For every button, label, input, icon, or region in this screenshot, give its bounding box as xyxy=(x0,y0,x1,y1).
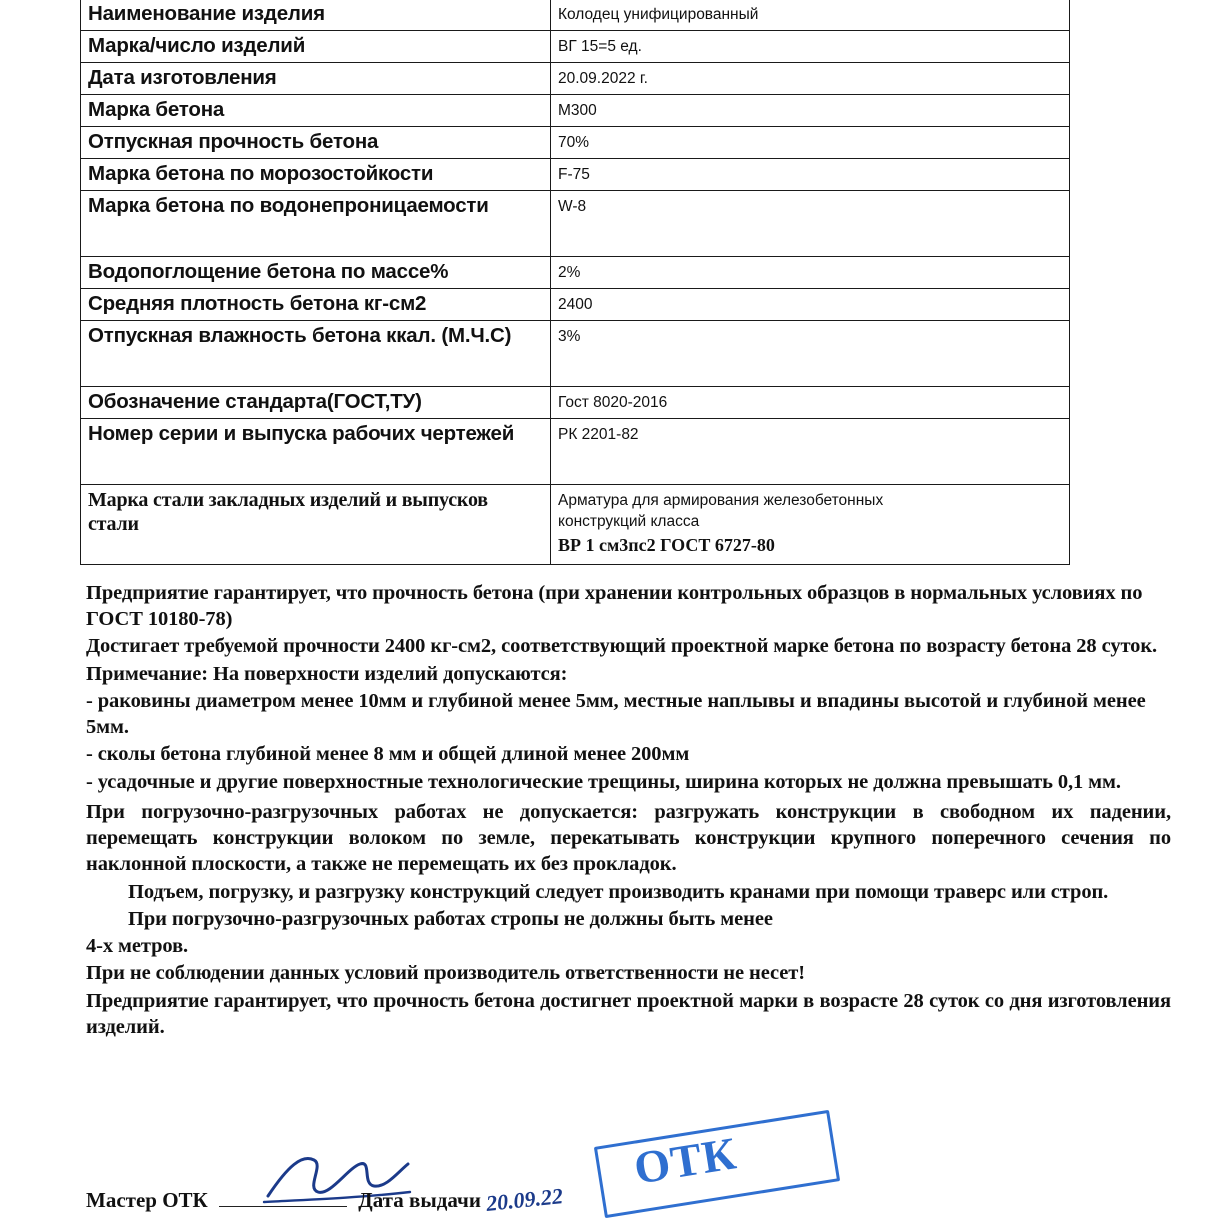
table-row xyxy=(81,320,1070,386)
specification-table xyxy=(80,0,1070,565)
row-value: 70% xyxy=(551,126,1070,158)
row-value: Гост 8020-2016 xyxy=(551,386,1070,418)
row-label: Марка стали закладных изделий и выпусков стали xyxy=(81,484,551,564)
paragraph-sling-length: При погрузочно-разгрузочных работах стропы не должны быть менее xyxy=(128,907,773,930)
issue-date-label: Дата выдачи xyxy=(358,1188,481,1212)
stamp-label: ОТК xyxy=(630,1127,741,1194)
paragraph-note-cracks: - усадочные и другие поверхностные технологические трещины, ширина которых не должна превышать 0,1 мм. xyxy=(86,770,1121,793)
table-row xyxy=(81,62,1070,94)
row-label: Водопоглощение бетона по массе% xyxy=(81,256,551,288)
otk-master-label: Мастер ОТК xyxy=(86,1188,208,1212)
row-label: Наименование изделия xyxy=(81,0,551,30)
signature-line xyxy=(219,1186,347,1207)
paragraph-noncompliance: При не соблюдении данных условий производитель ответственности не несет! xyxy=(86,962,805,985)
table-row xyxy=(81,256,1070,288)
row-label: Обозначение стандарта(ГОСТ,ТУ) xyxy=(81,386,551,418)
row-value: 2% xyxy=(551,256,1070,288)
row-value: ВГ 15=5 ед. xyxy=(551,30,1070,62)
row-value: 3% xyxy=(551,320,1070,386)
row-value: W-8 xyxy=(551,190,1070,256)
row-value: М300 xyxy=(551,94,1070,126)
table-body xyxy=(81,0,1070,564)
table-row xyxy=(81,94,1070,126)
paragraph-note-header: Примечание: На поверхности изделий допускаются: xyxy=(86,662,568,685)
steel-value-line-3: ВР 1 см3пс2 ГОСТ 6727-80 xyxy=(558,534,775,555)
row-value: 2400 xyxy=(551,288,1070,320)
row-value xyxy=(551,484,1070,564)
row-label: Дата изготовления xyxy=(81,62,551,94)
table-row xyxy=(81,158,1070,190)
table-row xyxy=(81,30,1070,62)
table-row xyxy=(81,126,1070,158)
table-row xyxy=(81,0,1070,30)
steel-value-line-1: Арматура для армирования железобетонных xyxy=(558,491,884,509)
row-label: Номер серии и выпуска рабочих чертежей xyxy=(81,418,551,484)
row-value: Колодец унифицированный xyxy=(551,0,1070,30)
paragraph-note-cavities: - раковины диаметром менее 10мм и глубиной менее 5мм, местные наплывы и впадины высотой и глубиной менее 5мм. xyxy=(86,689,1146,739)
paragraph-loading-rules: При погрузочно-разгрузочных работах не допускается: разгружать конструкции в свободном их падении, перемещать конструкции волоком по земле, перекатывать конструкции крупного поперечного сечения по наклонной плоскости, а также не перемещать их без прокладок. xyxy=(86,800,1171,876)
paragraph-note-chips: - сколы бетона глубиной менее 8 мм и общей длиной менее 200мм xyxy=(86,743,690,766)
row-value: F-75 xyxy=(551,158,1070,190)
row-label: Марка бетона по морозостойкости xyxy=(81,158,551,190)
paragraph-lifting-cranes: Подъем, погрузку, и разгрузку конструкций следует производить кранами при помощи траверс или строп. xyxy=(128,880,1109,903)
row-value: РК 2201-82 xyxy=(551,418,1070,484)
row-label: Средняя плотность бетона кг-см2 xyxy=(81,288,551,320)
row-label: Марка бетона по водонепроницаемости xyxy=(81,190,551,256)
paragraph-sling-meters: 4-х метров. xyxy=(86,935,189,958)
table-row-steel xyxy=(81,484,1070,564)
paragraph-guarantee-strength: Предприятие гарантирует, что прочность бетона (при хранении контрольных образцов в нормальных условиях по ГОСТ 10180-78) xyxy=(86,582,1143,631)
row-label: Марка/число изделий xyxy=(81,30,551,62)
table-row xyxy=(81,386,1070,418)
paragraph-required-strength: Достигает требуемой прочности 2400 кг-см2, соответствующий проектной марке бетона по возрасту бетона 28 суток. xyxy=(86,635,1158,658)
row-label: Отпускная прочность бетона xyxy=(81,126,551,158)
row-value: 20.09.2022 г. xyxy=(551,62,1070,94)
issue-date-handwritten: 20.09.22 xyxy=(485,1183,565,1216)
steel-value-line-2: конструкций класса xyxy=(558,512,700,530)
signature-row xyxy=(86,1183,1176,1216)
row-label: Марка бетона xyxy=(81,94,551,126)
table-row xyxy=(81,288,1070,320)
paragraph-guarantee-28days: Предприятие гарантирует, что прочность бетона достигнет проектной марки в возрасте 28 суток со дня изготовления изделий. xyxy=(86,989,1171,1038)
body-text-block xyxy=(86,580,1171,1041)
table-row xyxy=(81,418,1070,484)
row-label: Отпускная влажность бетона ккал. (М.Ч.С) xyxy=(81,320,551,386)
table-row xyxy=(81,190,1070,256)
